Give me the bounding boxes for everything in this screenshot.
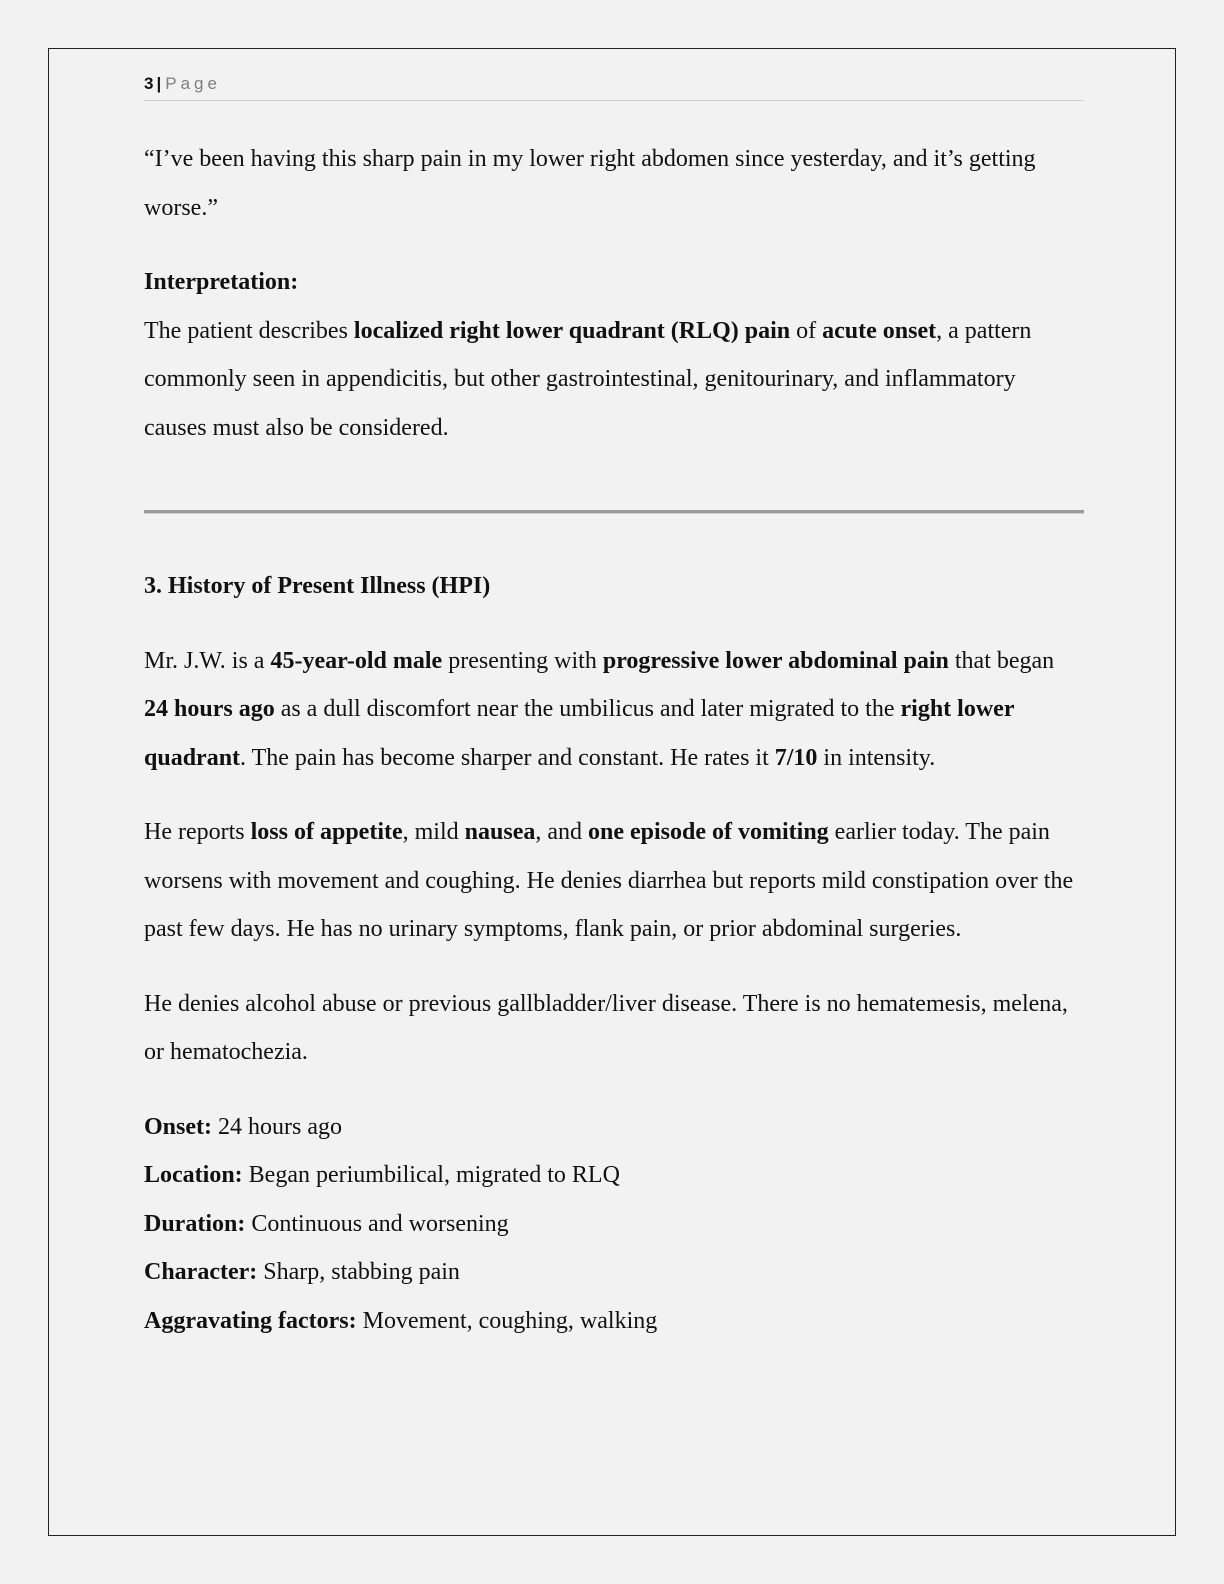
detail-value: Sharp, stabbing pain bbox=[257, 1259, 460, 1285]
detail-value: Continuous and worsening bbox=[245, 1210, 509, 1237]
p1-text-6: in intensity. bbox=[817, 744, 936, 771]
detail-aggravating-factors bbox=[144, 1297, 1084, 1346]
p1-text-4: as a dull discomfort near the umbilicus and later migrated to the bbox=[274, 696, 901, 722]
detail-location bbox=[144, 1151, 1084, 1200]
interp-text-2: of bbox=[790, 317, 823, 344]
detail-value: Movement, coughing, walking bbox=[356, 1307, 658, 1334]
detail-label: Onset: bbox=[144, 1113, 212, 1140]
p1-text-5: . The pain has become sharper and constant. He rates it bbox=[240, 744, 775, 771]
interp-text-3: , a pattern commonly seen in appendicitis, but other gastrointestinal, genitourinary, and inflammatory causes must also be considered. bbox=[144, 317, 1032, 441]
page-header bbox=[144, 72, 1084, 101]
p1-bold-3: 24 hours ago bbox=[144, 696, 275, 722]
detail-label: Aggravating factors: bbox=[144, 1307, 357, 1334]
detail-value: Began periumbilical, migrated to RLQ bbox=[242, 1162, 620, 1188]
interp-bold-1: localized right lower quadrant (RLQ) pain bbox=[353, 317, 791, 344]
p1-bold-5: 7/10 bbox=[774, 744, 818, 771]
p1-text-3: that began bbox=[948, 647, 1055, 674]
p2-text-4: earlier today. The pain worsens with movement and coughing. He denies diarrhea but reports mild constipation over the past few days. He has no urinary symptoms, flank pain, or prior abdominal surgeries. bbox=[144, 819, 1074, 942]
interpretation-paragraph bbox=[144, 307, 1084, 453]
patient-quote: “I’ve been having this sharp pain in my lower right abdomen since yesterday, and it’s getting worse.” bbox=[144, 146, 1036, 221]
hpi-paragraph-1 bbox=[144, 637, 1084, 783]
p1-text-1: Mr. J.W. is a bbox=[144, 647, 271, 674]
detail-duration bbox=[144, 1200, 1084, 1249]
page-word: Page bbox=[165, 74, 221, 93]
detail-value: 24 hours ago bbox=[212, 1113, 342, 1140]
detail-label: Character: bbox=[144, 1259, 258, 1285]
hpi-title: 3. History of Present Illness (HPI) bbox=[144, 573, 491, 599]
page-number: 3 bbox=[144, 74, 154, 93]
p2-bold-2: nausea bbox=[464, 819, 536, 845]
interpretation-heading: Interpretation: bbox=[144, 269, 299, 295]
document-body bbox=[144, 135, 1084, 1345]
header-separator: | bbox=[156, 74, 162, 93]
p1-bold-2: progressive lower abdominal pain bbox=[602, 647, 949, 674]
p2-bold-3: one episode of vomiting bbox=[588, 819, 829, 845]
section-divider bbox=[144, 510, 1084, 514]
detail-character bbox=[144, 1248, 1084, 1297]
p1-bold-4: right lower quadrant bbox=[144, 696, 1015, 771]
p1-bold-1: 45-year-old male bbox=[270, 647, 443, 674]
hpi-paragraph-2 bbox=[144, 808, 1084, 954]
p2-bold-1: loss of appetite bbox=[250, 819, 403, 845]
interp-bold-2: acute onset bbox=[822, 317, 937, 344]
p2-text-3: , and bbox=[535, 819, 588, 845]
interp-text-1: The patient describes bbox=[144, 317, 354, 344]
hpi-details-list bbox=[144, 1103, 1084, 1346]
p2-text-1: He reports bbox=[144, 819, 251, 845]
p2-text-2: , mild bbox=[402, 819, 465, 845]
detail-label: Duration: bbox=[144, 1210, 246, 1237]
p1-text-2: presenting with bbox=[442, 647, 603, 674]
detail-onset bbox=[144, 1103, 1084, 1152]
detail-label: Location: bbox=[144, 1162, 243, 1188]
hpi-paragraph-3: He denies alcohol abuse or previous gallbladder/liver disease. There is no hematemesis, melena, or hematochezia. bbox=[144, 990, 1068, 1065]
